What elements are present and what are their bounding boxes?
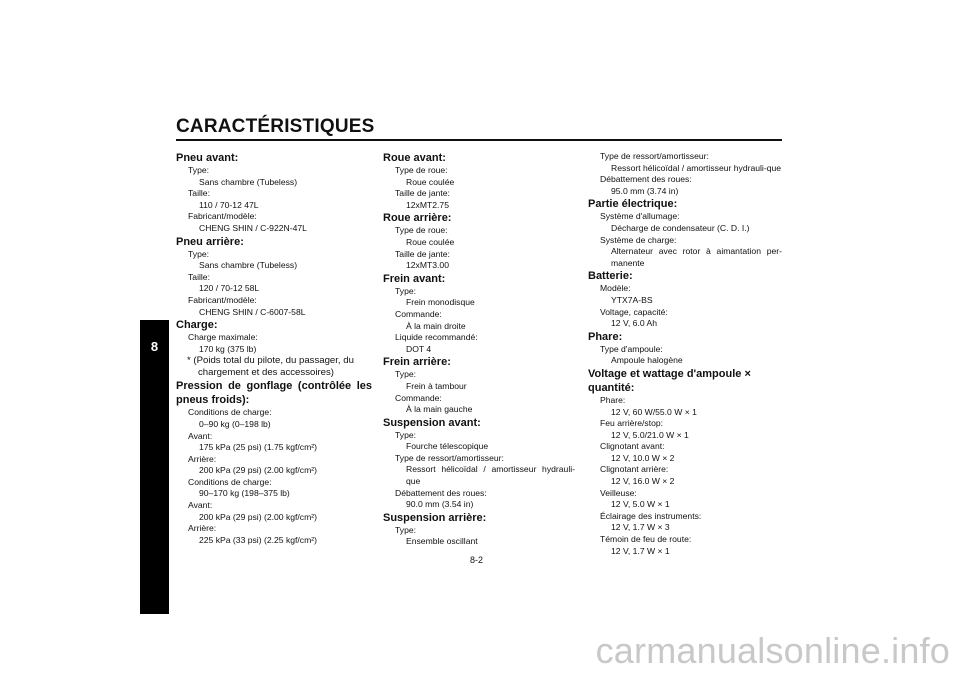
title-underline <box>176 139 782 141</box>
section-heading: Voltage et wattage d'ampoule × quantité: <box>588 367 751 394</box>
section-heading: Partie électrique: <box>588 198 678 211</box>
spec-label: Type de ressort/amortisseur: <box>395 452 504 463</box>
spec-value: 12 V, 16.0 W × 2 <box>611 476 675 487</box>
spec-label: Témoin de feu de route: <box>600 534 692 545</box>
section-heading: Frein avant: <box>383 272 446 285</box>
spec-value: 12 V, 6.0 Ah <box>611 318 658 329</box>
spec-value: Ampoule halogène <box>611 355 683 366</box>
section-heading: Roue avant: <box>383 152 446 164</box>
spec-label: Clignotant arrière: <box>600 464 669 475</box>
spec-value: Roue coulée <box>406 176 455 187</box>
spec-label: Fabricant/modèle: <box>188 294 257 305</box>
spec-label: Type: <box>395 429 417 440</box>
spec-column-1 <box>176 151 372 546</box>
spec-value: YTX7A-BS <box>611 294 653 305</box>
spec-value: Ressort hélicoïdal / amortisseur hydrauli-que <box>406 464 575 487</box>
spec-value: CHENG SHIN / C-6007-58L <box>199 306 306 317</box>
spec-value: Alternateur avec rotor à aimantation per-manente <box>611 246 782 268</box>
spec-value: 12 V, 1.7 W × 1 <box>611 545 670 556</box>
section-heading: Pneu arrière: <box>176 235 244 248</box>
spec-value: À la main droite <box>406 320 466 331</box>
spec-value: 200 kPa (29 psi) (2.00 kgf/cm²) <box>199 465 317 476</box>
spec-label: Taille: <box>188 188 210 199</box>
spec-label: Commande: <box>395 308 442 319</box>
spec-value: 175 kPa (25 psi) (1.75 kgf/cm²) <box>199 442 317 453</box>
watermark: carmanualsonline.info <box>595 630 950 671</box>
spec-label: Type: <box>395 369 417 380</box>
spec-value: 110 / 70-12 47L <box>199 199 259 210</box>
spec-value: 12xMT2.75 <box>406 199 449 210</box>
spec-label: Feu arrière/stop: <box>600 418 664 429</box>
spec-note: * (Poids total du pilote, du passager, du chargement et des accessoires) <box>187 355 354 379</box>
spec-value: 90–170 kg (198–375 lb) <box>199 488 290 499</box>
section-heading: Suspension avant: <box>383 416 481 429</box>
spec-label: Avant: <box>188 500 213 511</box>
spec-value: Ensemble oscillant <box>406 536 478 547</box>
spec-label: Débattement des roues: <box>395 487 487 498</box>
spec-label: Taille: <box>188 271 210 282</box>
spec-value: DOT 4 <box>406 343 432 354</box>
spec-label: Type de roue: <box>395 225 448 236</box>
section-heading: Suspension arrière: <box>383 511 487 524</box>
spec-label: Type d'ampoule: <box>600 343 663 354</box>
spec-value: CHENG SHIN / C-922N-47L <box>199 222 307 233</box>
spec-label: Liquide recommandé: <box>395 332 478 343</box>
page-title: CARACTÉRISTIQUES <box>176 116 375 137</box>
chapter-tab-number: 8 <box>150 339 159 354</box>
spec-label: Fabricant/modèle: <box>188 211 257 222</box>
spec-value: 90.0 mm (3.54 in) <box>406 499 474 510</box>
spec-column-2 <box>383 151 575 548</box>
section-heading: Pneu avant: <box>176 152 239 164</box>
spec-value: Frein monodisque <box>406 297 475 308</box>
section-heading: Charge: <box>176 319 218 332</box>
spec-value: 12 V, 5.0/21.0 W × 1 <box>611 429 689 440</box>
spec-value: Sans chambre (Tubeless) <box>199 176 298 187</box>
spec-label: Conditions de charge: <box>188 407 272 418</box>
spec-label: Charge maximale: <box>188 332 258 343</box>
section-heading: Pression de gonflage (contrôlée les pneus froids): <box>176 380 372 407</box>
spec-value: 12xMT3.00 <box>406 260 449 271</box>
spec-value: 225 kPa (33 psi) (2.25 kgf/cm²) <box>199 534 317 545</box>
spec-label: Système de charge: <box>600 234 677 245</box>
spec-value: Roue coulée <box>406 236 455 247</box>
spec-value: 170 kg (375 lb) <box>199 343 257 354</box>
spec-value: À la main gauche <box>406 404 473 415</box>
spec-value: Frein à tambour <box>406 380 467 391</box>
spec-label: Arrière: <box>188 453 217 464</box>
spec-column-3 <box>588 151 782 557</box>
chapter-tab <box>140 320 169 614</box>
spec-label: Système d'allumage: <box>600 211 680 222</box>
spec-label: Type de ressort/amortisseur: <box>600 151 709 161</box>
spec-label: Type de roue: <box>395 165 448 175</box>
spec-value: 120 / 70-12 58L <box>199 283 260 294</box>
spec-label: Voltage, capacité: <box>600 306 668 317</box>
spec-label: Éclairage des instruments: <box>600 510 702 521</box>
section-heading: Batterie: <box>588 270 633 283</box>
spec-value: 200 kPa (29 psi) (2.00 kgf/cm²) <box>199 511 317 522</box>
spec-label: Taille de jante: <box>395 248 450 259</box>
spec-value: 12 V, 1.7 W × 3 <box>611 522 670 533</box>
spec-label: Type: <box>188 165 210 175</box>
spec-label: Phare: <box>600 394 626 405</box>
section-heading: Frein arrière: <box>383 356 451 369</box>
spec-value: Décharge de condensateur (C. D. I.) <box>611 222 750 233</box>
spec-label: Arrière: <box>188 523 217 534</box>
spec-label: Commande: <box>395 392 442 403</box>
spec-value: 95.0 mm (3.74 in) <box>611 185 679 196</box>
spec-label: Taille de jante: <box>395 188 450 199</box>
spec-label: Modèle: <box>600 283 631 294</box>
spec-value: Sans chambre (Tubeless) <box>199 260 298 271</box>
spec-value: Fourche télescopique <box>406 441 489 452</box>
spec-value: 12 V, 5.0 W × 1 <box>611 499 670 510</box>
spec-label: Conditions de charge: <box>188 476 272 487</box>
spec-value: 12 V, 10.0 W × 2 <box>611 452 675 463</box>
page-number: 8-2 <box>470 555 484 565</box>
spec-label: Type: <box>395 285 417 296</box>
spec-label: Veilleuse: <box>600 487 637 498</box>
spec-label: Débattement des roues: <box>600 174 692 185</box>
spec-value: 12 V, 60 W/55.0 W × 1 <box>611 406 697 417</box>
spec-value: Ressort hélicoïdal / amortisseur hydrauli-que <box>611 162 782 173</box>
section-heading: Phare: <box>588 330 623 343</box>
spec-label: Clignotant avant: <box>600 441 665 452</box>
spec-value: 0–90 kg (0–198 lb) <box>199 418 271 429</box>
spec-label: Type: <box>395 524 417 535</box>
spec-label: Avant: <box>188 430 213 441</box>
spec-label: Type: <box>188 248 210 259</box>
section-heading: Roue arrière: <box>383 212 452 225</box>
